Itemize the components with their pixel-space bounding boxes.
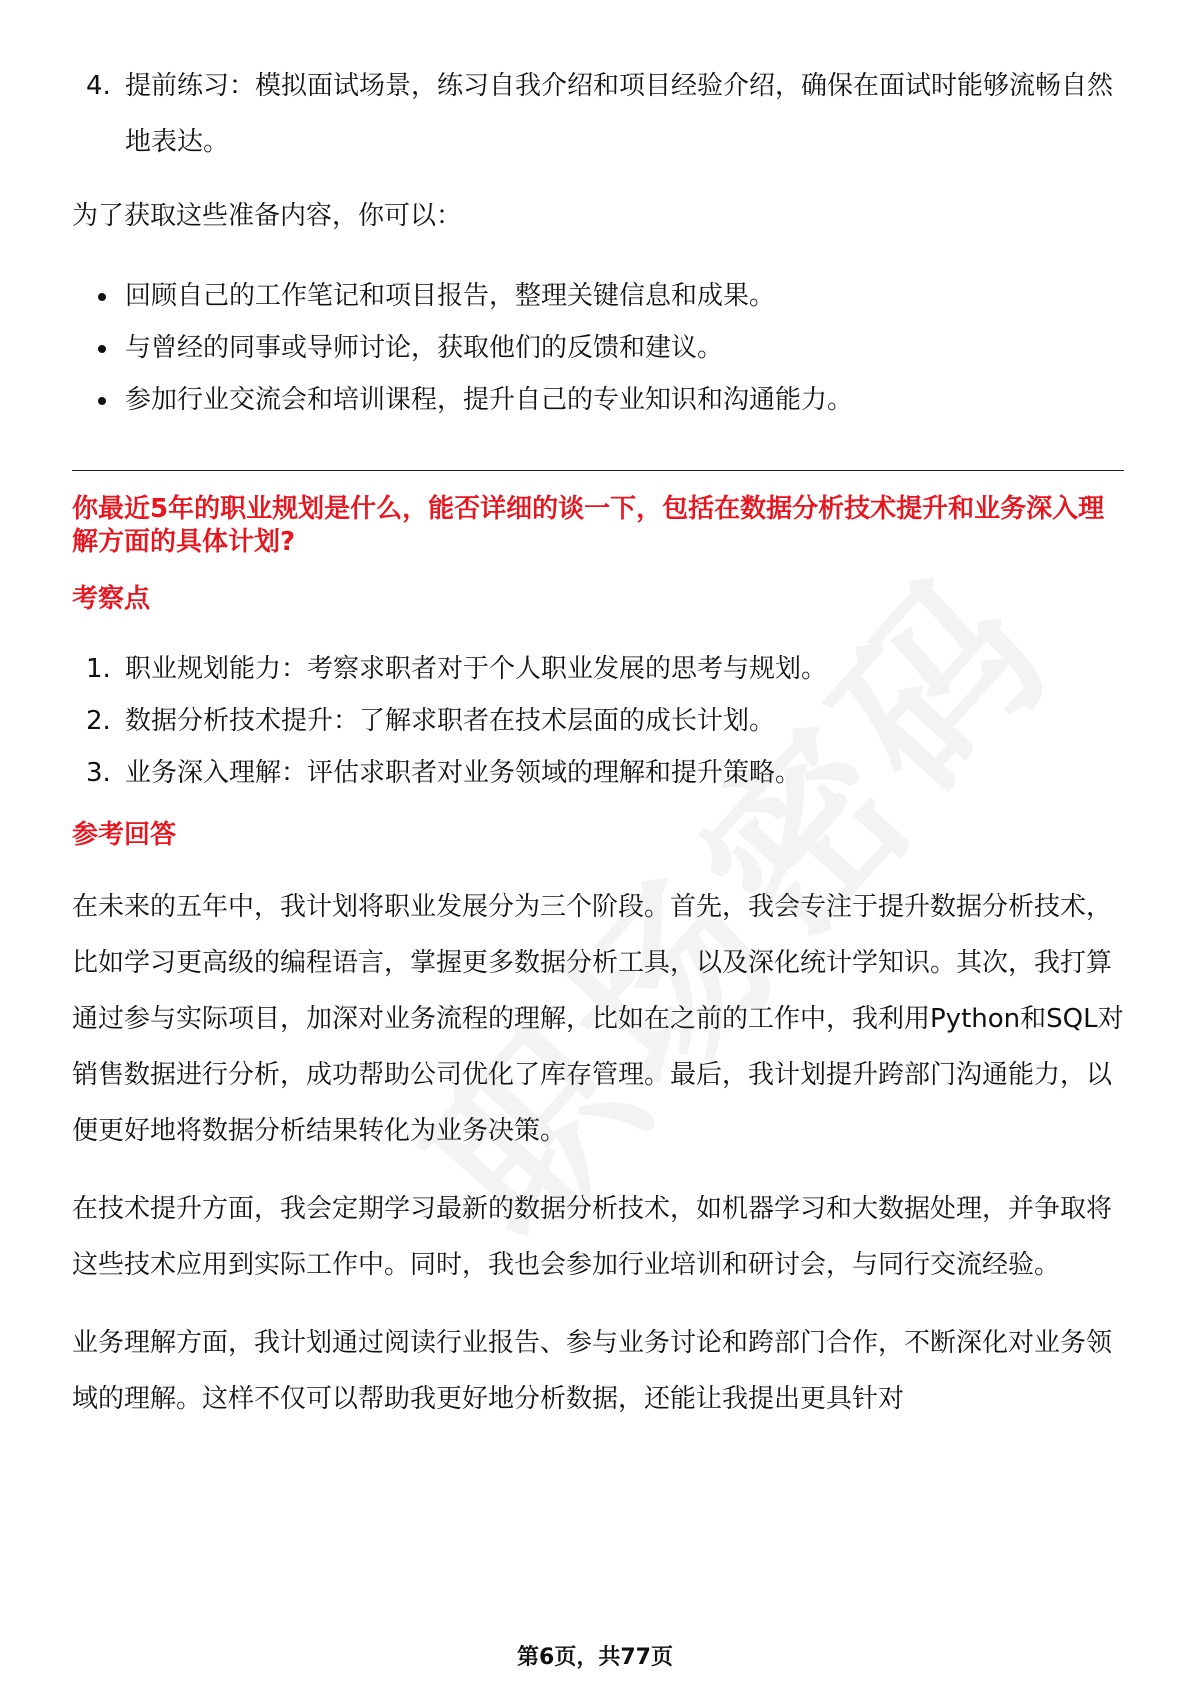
focus-point-list <box>72 641 1122 797</box>
bullet-dot-icon <box>98 397 106 405</box>
bullet-item <box>72 268 1122 320</box>
list-item-text: 数据分析技术提升：了解求职者在技术层面的成长计划。 <box>125 706 776 736</box>
bullet-dot-icon <box>98 345 106 353</box>
answer-paragraph: 在未来的五年中，我计划将职业发展分为三个阶段。首先，我会专注于提升数据分析技术，比如学习更高级的编程语言，掌握更多数据分析工具，以及深化统计学知识。其次，我打算通过参与实际项目，加深对业务流程的理解，比如在之前的工作中，我利用Python和SQL对销售数据进行分析，成功帮助公司优化了库存管理。最后，我计划提升跨部门沟通能力，以便更好地将数据分析结果转化为业务决策。 <box>72 892 1124 1146</box>
bullet-list <box>72 268 1122 424</box>
bullet-text: 参加行业交流会和培训课程，提升自己的专业知识和沟通能力。 <box>125 385 854 415</box>
intro-text: 为了获取这些准备内容，你可以： <box>72 201 463 231</box>
answer-paragraph: 在技术提升方面，我会定期学习最新的数据分析技术，如机器学习和大数据处理，并争取将这些技术应用到实际工作中。同时，我也会参加行业培训和研讨会，与同行交流经验。 <box>72 1194 1113 1280</box>
list-item-text: 提前练习：模拟面试场景，练习自我介绍和项目经验介绍，确保在面试时能够流畅自然地表达。 <box>125 71 1114 157</box>
list-item-number: 1. <box>86 654 111 684</box>
bullet-text: 与曾经的同事或导师讨论，获取他们的反馈和建议。 <box>125 333 724 363</box>
list-item <box>72 693 1125 745</box>
list-item-number: 4. <box>86 71 111 101</box>
bullet-item <box>72 372 1122 424</box>
list-item <box>72 745 1125 797</box>
answer-paragraph: 业务理解方面，我计划通过阅读行业报告、参与业务讨论和跨部门合作，不断深化对业务领域的理解。这样不仅可以帮助我更好地分析数据，还能让我提出更具针对 <box>72 1328 1113 1414</box>
page-footer: 第6页，共77页 <box>517 1645 673 1670</box>
list-item-text: 职业规划能力：考察求职者对于个人职业发展的思考与规划。 <box>125 654 828 684</box>
question-heading: 你最近5年的职业规划是什么，能否详细的谈一下，包括在数据分析技术提升和业务深入理解方面的具体计划? <box>72 494 1105 557</box>
list-item-text: 业务深入理解：评估求职者对业务领域的理解和提升策略。 <box>125 758 802 788</box>
list-item-number: 2. <box>86 706 111 736</box>
top-numbered-list <box>72 58 1122 170</box>
page-content <box>72 58 1122 1427</box>
focus-title: 考察点 <box>72 584 151 614</box>
bullet-text: 回顾自己的工作笔记和项目报告，整理关键信息和成果。 <box>125 281 776 311</box>
bullet-item <box>72 320 1122 372</box>
answer-title: 参考回答 <box>72 820 177 850</box>
list-item-number: 3. <box>86 758 111 788</box>
bullet-dot-icon <box>98 293 106 301</box>
list-item <box>72 58 1125 170</box>
list-item <box>72 641 1125 693</box>
